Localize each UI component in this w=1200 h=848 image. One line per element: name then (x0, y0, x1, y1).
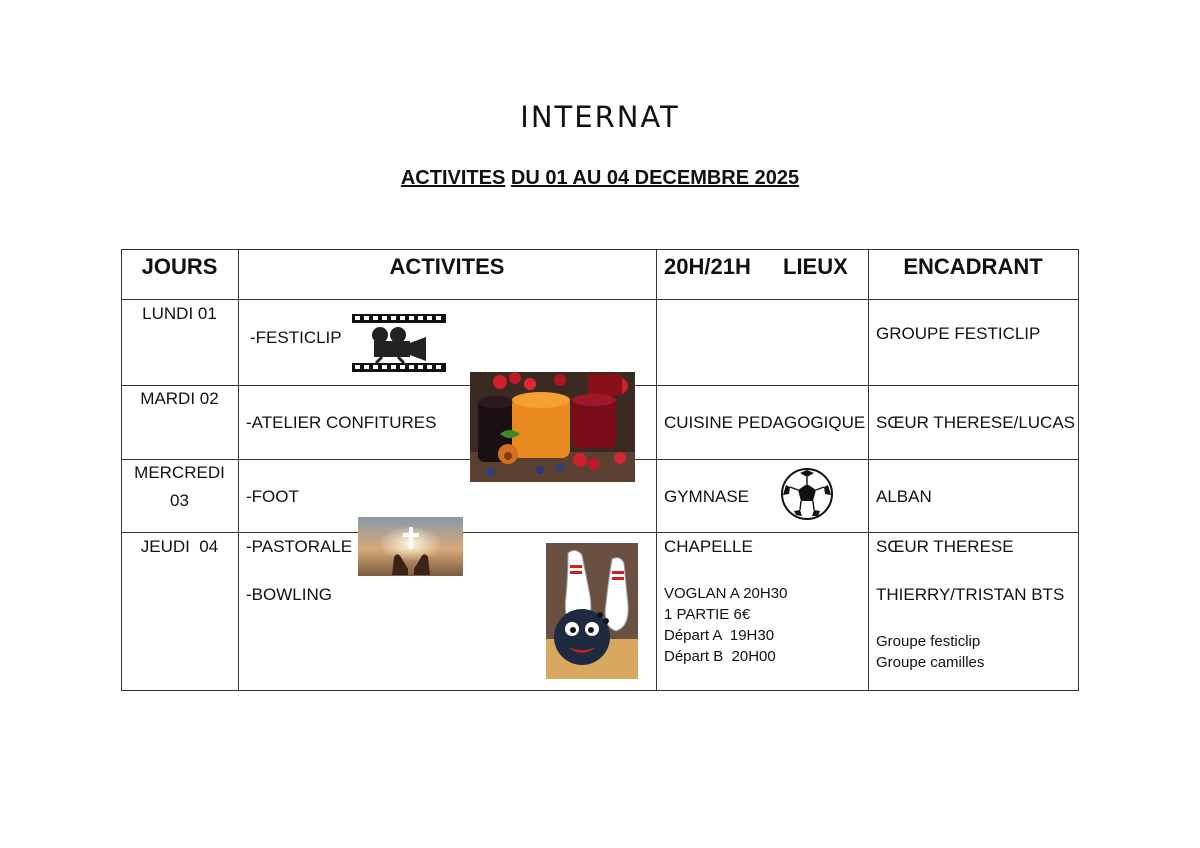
row2-jour: MARDI 02 (140, 389, 219, 408)
row3-encadrant: ALBAN (876, 487, 932, 506)
header-encadrant: ENCADRANT (903, 254, 1043, 279)
row3-activite: -FOOT (246, 487, 299, 506)
subtitle-activites: ACTIVITES (400, 167, 506, 189)
subtitle-dates: DU 01 AU 04 DECEMBRE 2025 (510, 167, 800, 189)
row3-jour-line2: 03 (170, 491, 189, 510)
groupe-2: Groupe camilles (876, 654, 985, 671)
jam-jars-photo (470, 372, 635, 482)
row2-encadrant: SŒUR THERESE/LUCAS (876, 413, 1076, 432)
bowling-detail-1: VOGLAN A 20H30 (664, 585, 788, 602)
film-camera-icon (352, 313, 446, 373)
header-horaire: 20H/21H (664, 254, 751, 279)
groupe-1: Groupe festiclip (876, 633, 981, 650)
row4-lieu: CHAPELLE (664, 537, 753, 556)
row4-encadrant-2: THIERRY/TRISTAN BTS (876, 585, 1065, 604)
bowling-cartoon (546, 543, 638, 679)
cross-hands-photo (358, 517, 463, 576)
row1-encadrant: GROUPE FESTICLIP (876, 324, 1041, 343)
row1-jour: LUNDI 01 (142, 304, 217, 323)
row2-lieu: CUISINE PEDAGOGIQUE (664, 413, 866, 432)
bowling-detail-4: Départ B 20H00 (664, 648, 776, 665)
page-title: INTERNAT (520, 100, 680, 134)
bowling-detail-2: 1 PARTIE 6€ (664, 606, 751, 623)
header-activites: ACTIVITES (389, 254, 505, 279)
page-subtitle (0, 167, 1200, 190)
soccer-ball-icon (780, 467, 834, 521)
row4-activite-bowling: -BOWLING (246, 585, 332, 604)
row3-lieu: GYMNASE (664, 487, 750, 506)
row4-encadrant-1: SŒUR THERESE (876, 537, 1014, 556)
row4-activite-pastorale: -PASTORALE (246, 537, 353, 556)
row3-jour-line1: MERCREDI (134, 463, 225, 482)
row4-jour: JEUDI 04 (140, 537, 219, 556)
header-jours: JOURS (141, 254, 218, 279)
bowling-detail-3: Départ A 19H30 (664, 627, 775, 644)
row2-activite: -ATELIER CONFITURES (246, 413, 437, 432)
header-lieux: LIEUX (783, 254, 848, 279)
row1-activite: -FESTICLIP (250, 328, 342, 347)
